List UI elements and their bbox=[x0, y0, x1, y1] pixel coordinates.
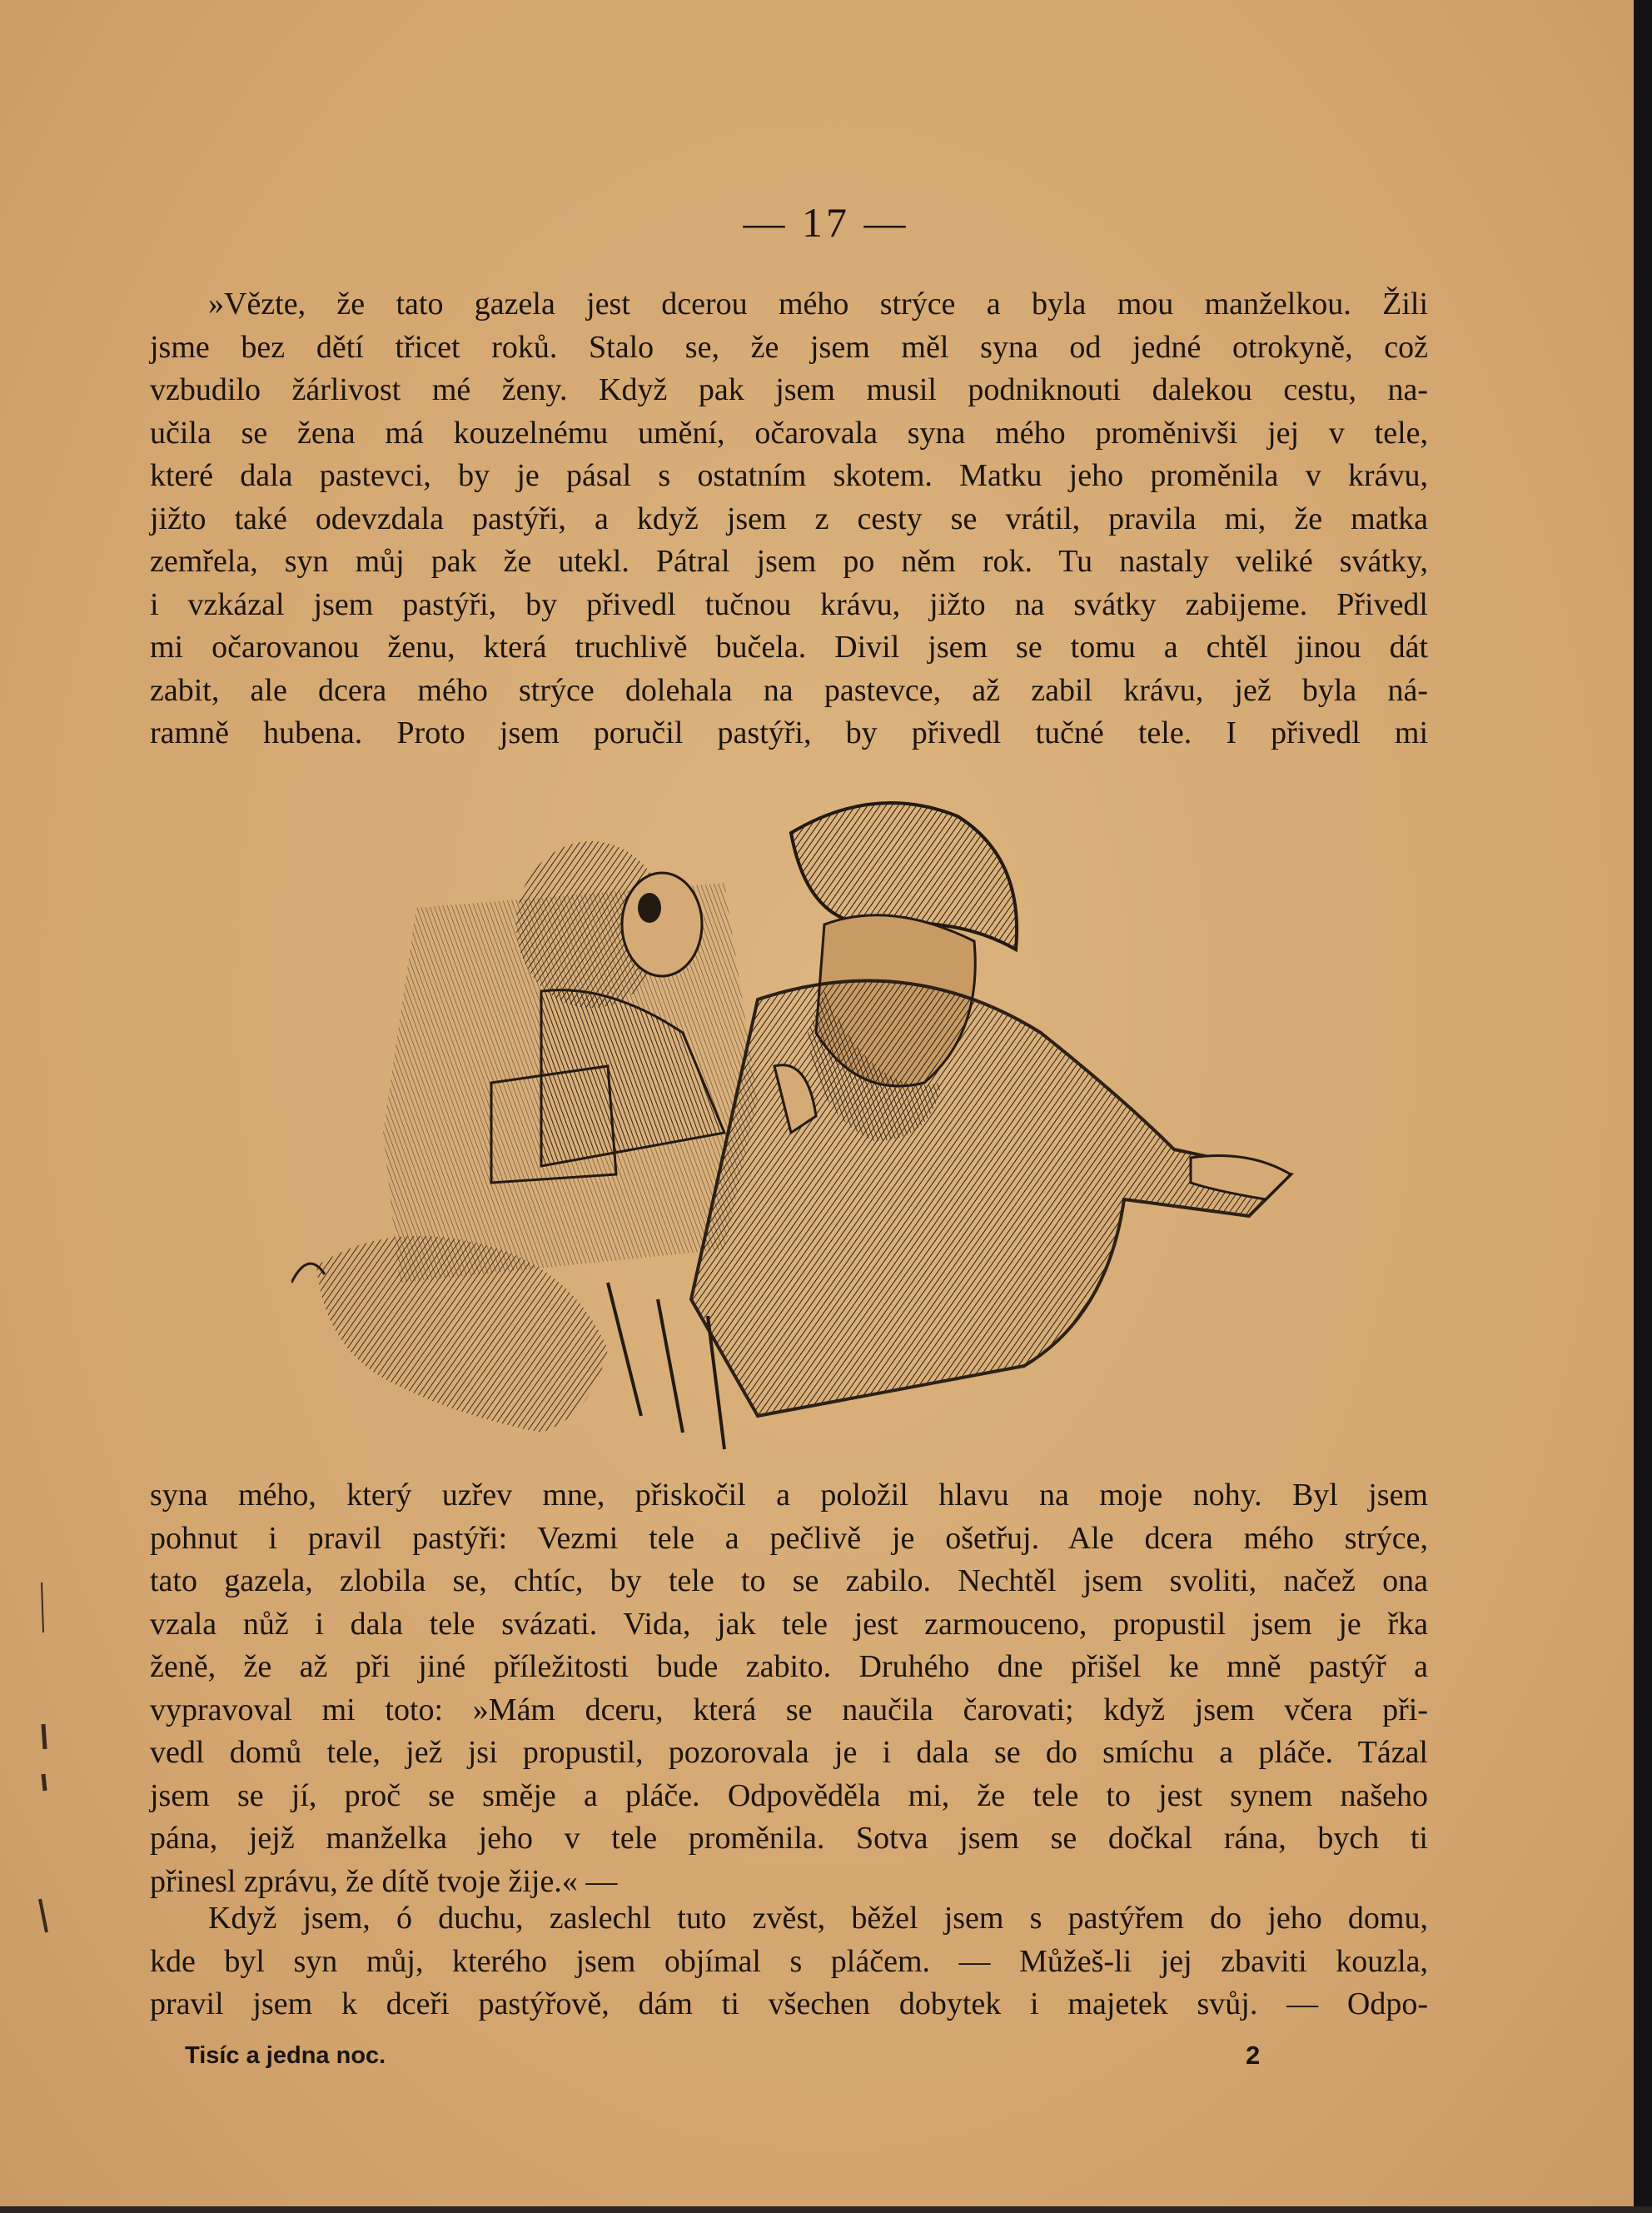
text-line: i vzkázal jsem pastýři, by přivedl tučnou krávu, jižto na svátky zabijeme. Přivedl bbox=[150, 586, 1428, 622]
text-line: pána, jejž manželka jeho v tele proměnila. Sotva jsem se dočkal rána, bych ti bbox=[150, 1821, 1428, 1856]
text-line: syna mého, který uzřev mne, přiskočil a položil hlavu na moje nohy. Byl jsem bbox=[150, 1478, 1428, 1513]
text-line: kde byl syn můj, kterého jsem objímal s pláčem. — Můžeš-li jej zbaviti kouzla, bbox=[150, 1943, 1428, 1979]
paragraph-1 bbox=[150, 283, 1428, 755]
footer-book-title: Tisíc a jedna noc. bbox=[185, 2042, 386, 2069]
text-line: Když jsem, ó duchu, zaslechl tuto zvěst, běžel jsem s pastýřem do jeho domu, bbox=[208, 1901, 1428, 1936]
text-line: zabit, ale dcera mého strýce dolehala na pastevce, až zabil krávu, jež byla ná- bbox=[150, 672, 1428, 708]
text-line: jsme bez dětí třicet roků. Stalo se, že jsem měl syna od jedné otrokyně, což bbox=[150, 329, 1428, 365]
text-line: vzala nůž i dala tele svázati. Vida, jak tele jest zarmouceno, propustil jsem je řka bbox=[150, 1606, 1428, 1642]
text-line: pohnut i pravil pastýři: Vezmi tele a pečlivě je ošetřuj. Ale dcera mého strýce, bbox=[150, 1520, 1428, 1556]
text-line: které dala pastevci, by je pásal s ostatním skotem. Matku jeho proměnila v krávu, bbox=[150, 458, 1428, 493]
scan-edge-right bbox=[1634, 0, 1652, 2213]
page-number: — 17 — bbox=[743, 199, 909, 246]
scan-edge-bottom bbox=[0, 2206, 1652, 2213]
engraving-illustration bbox=[291, 783, 1316, 1466]
text-line: zemřela, syn můj pak že utekl. Pátral jsem po něm rok. Tu nastaly veliké svátky, bbox=[150, 544, 1428, 579]
text-line: jsem se jí, proč se směje a pláče. Odpověděla mi, že tele to jest synem našeho bbox=[150, 1777, 1428, 1813]
text-line: tato gazela, zlobila se, chtíc, by tele to se zabilo. Nechtěl jsem svoliti, načež ona bbox=[150, 1563, 1428, 1598]
text-line: vedl domů tele, jež jsi propustil, pozorovala je i dala se do smíchu a pláče. Tázal bbox=[150, 1735, 1428, 1770]
margin-marks bbox=[25, 1582, 58, 1957]
paragraph-3 bbox=[150, 1897, 1428, 2026]
text-line: vzbudilo žárlivost mé ženy. Když pak jsem musil podniknouti dalekou cestu, na- bbox=[150, 372, 1428, 407]
text-line: ženě, že až při jiné příležitosti bude zabito. Druhého dne přišel ke mně pastýř a bbox=[150, 1649, 1428, 1684]
text-line: ramně hubena. Proto jsem poručil pastýři, by přivedl tučné tele. I přivedl mi bbox=[150, 715, 1428, 750]
text-line: učila se žena má kouzelnému umění, očarovala syna mého proměnivši jej v tele, bbox=[150, 415, 1428, 451]
text-line: »Vězte, že tato gazela jest dcerou mého strýce a byla mou manželkou. Žili bbox=[208, 287, 1428, 321]
text-line: přinesl zprávu, že dítě tvoje žije.« — bbox=[150, 1863, 618, 1899]
footer-signature-mark: 2 bbox=[1246, 2041, 1261, 2070]
paragraph-2 bbox=[150, 1474, 1428, 1903]
text-line: pravil jsem k dceři pastýřově, dám ti všechen dobytek i majetek svůj. — Odpo- bbox=[150, 1986, 1428, 2021]
text-line: vypravoval mi toto: »Mám dceru, která se naučila čarovati; když jsem včera při- bbox=[150, 1692, 1428, 1727]
text-line: jižto také odevzdala pastýři, a když jsem z cesty se vrátil, pravila mi, že matka bbox=[150, 501, 1428, 536]
text-line: mi očarovanou ženu, která truchlivě bučela. Divil jsem se tomu a chtěl jinou dát bbox=[150, 630, 1428, 665]
